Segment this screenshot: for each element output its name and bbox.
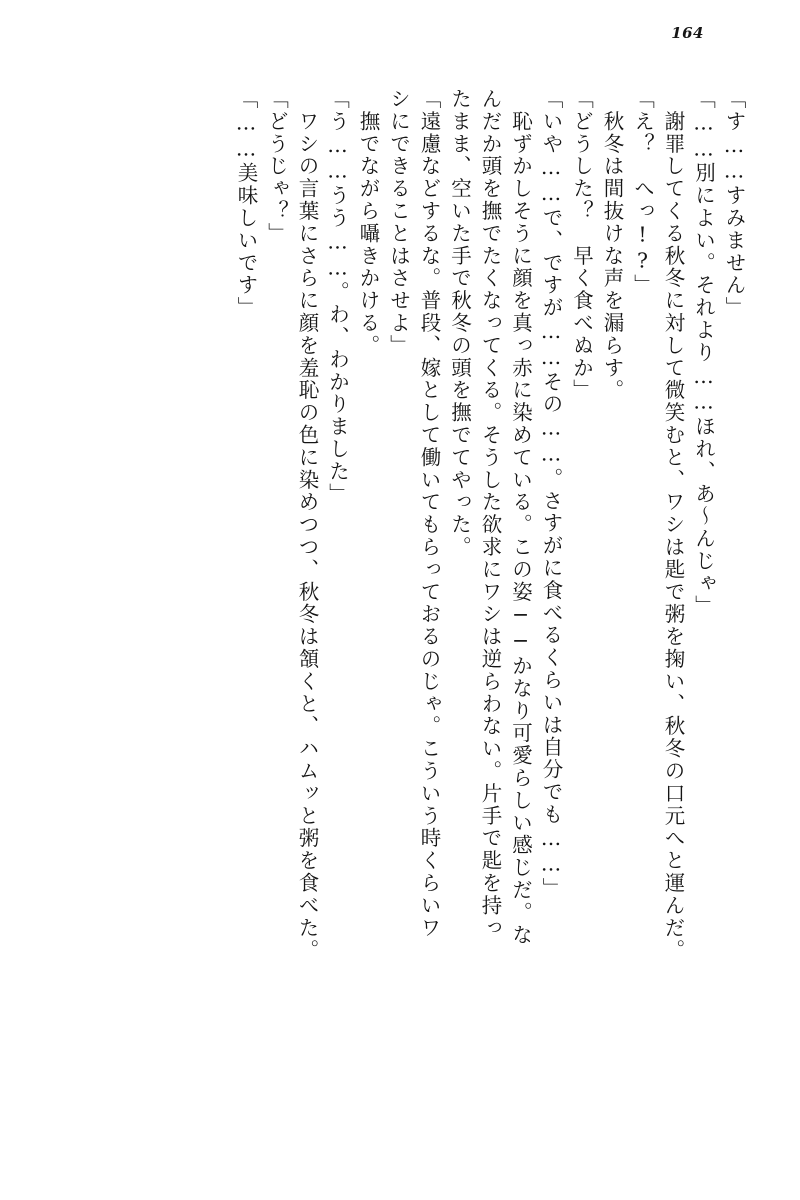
page-number: 164: [671, 24, 704, 42]
text-line: 撫でながら囁きかける。: [356, 88, 380, 357]
text-line: 「どうした？ 早く食べぬか」: [569, 88, 594, 402]
text-line: 「す……すみません」: [722, 88, 746, 319]
text-line: 「……別によい。それより……ほれ、あ～んじゃ」: [691, 88, 716, 618]
text-line: んだか頭を撫でたくなってくる。そうした欲求にワシは逆らわない。片手で匙を持っ: [478, 88, 502, 940]
text-line: たまま、空いた手で秋冬の頭を撫でてやった。: [447, 88, 472, 559]
text-line: 謝罪してくる秋冬に対して微笑むと、ワシは匙で粥を掬い、秋冬の口元へと運んだ。: [661, 88, 685, 962]
vertical-text-body: [56, 88, 744, 1130]
text-line: 「え？ へっ!?」: [630, 88, 655, 297]
text-line: ワシの言葉にさらに顔を羞恥の色に染めつつ、秋冬は頷くと、ハムッと粥を食べた。: [295, 88, 319, 962]
text-line: 「……美味しいです」: [234, 88, 258, 319]
text-line: 「どうじゃ？」: [264, 88, 289, 245]
text-line: 秋冬は間抜けな声を漏らす。: [600, 88, 624, 402]
text-line: 「いや……で、ですが……その……。さすがに食べるくらいは自分でも……」: [539, 88, 563, 900]
text-line: 「遠慮などするな。普段、嫁として働いてもらっておるのじゃ。こういう時くらいワ: [417, 88, 441, 940]
text-line: 恥ずかしそうに顔を真っ赤に染めている。この姿──かなり可愛らしい感じだ。な: [508, 88, 533, 947]
text-line: シにできることはさせよ」: [386, 88, 411, 357]
text-line: 「う……うう……。わ、わかりました」: [325, 88, 350, 506]
